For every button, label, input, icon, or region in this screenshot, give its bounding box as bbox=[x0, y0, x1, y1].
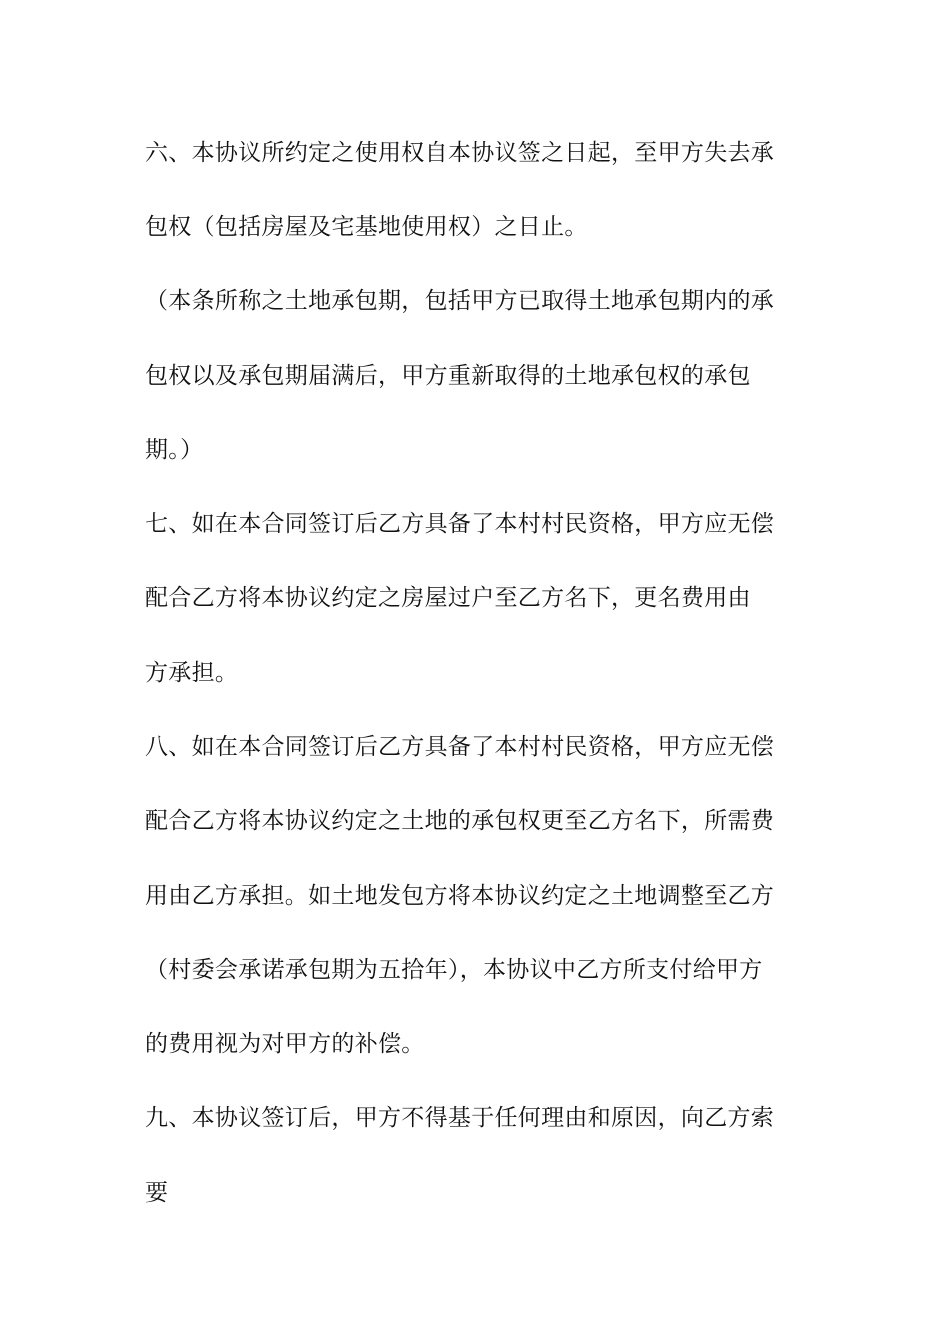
clause-8-line-4: （村委会承诺承包期为五拾年），本协议中乙方所支付给甲方 bbox=[145, 957, 763, 983]
clause-7-line-3: 方承担。 bbox=[145, 660, 239, 686]
clause-9-line-2: 要 bbox=[145, 1180, 169, 1206]
note-line-1: （本条所称之土地承包期，包括甲方已取得土地承包期内的承 bbox=[145, 288, 775, 314]
clause-9-line-1: 九、本协议签订后，甲方不得基于任何理由和原因，向乙方索 bbox=[145, 1105, 775, 1131]
clause-8-line-1: 八、如在本合同签订后乙方具备了本村村民资格，甲方应无偿 bbox=[145, 734, 775, 760]
clause-6-line-2: 包权（包括房屋及宅基地使用权）之日止。 bbox=[145, 214, 588, 240]
clause-8-line-2: 配合乙方将本协议约定之土地的承包权更至乙方名下，所需费 bbox=[145, 808, 775, 834]
clause-8-line-3: 用由乙方承担。如土地发包方将本协议约定之土地调整至乙方 bbox=[145, 883, 775, 909]
clause-6-line-1: 六、本协议所约定之使用权自本协议签之日起，至甲方失去承 bbox=[145, 140, 775, 166]
clause-7-line-2: 配合乙方将本协议约定之房屋过户至乙方名下，更名费用由 bbox=[145, 585, 751, 611]
note-line-2: 包权以及承包期届满后，甲方重新取得的土地承包权的承包 bbox=[145, 363, 751, 389]
clause-8-line-5: 的费用视为对甲方的补偿。 bbox=[145, 1031, 425, 1057]
note-line-3: 期。） bbox=[145, 437, 204, 463]
clause-7-line-1: 七、如在本合同签订后乙方具备了本村村民资格，甲方应无偿 bbox=[145, 511, 775, 537]
